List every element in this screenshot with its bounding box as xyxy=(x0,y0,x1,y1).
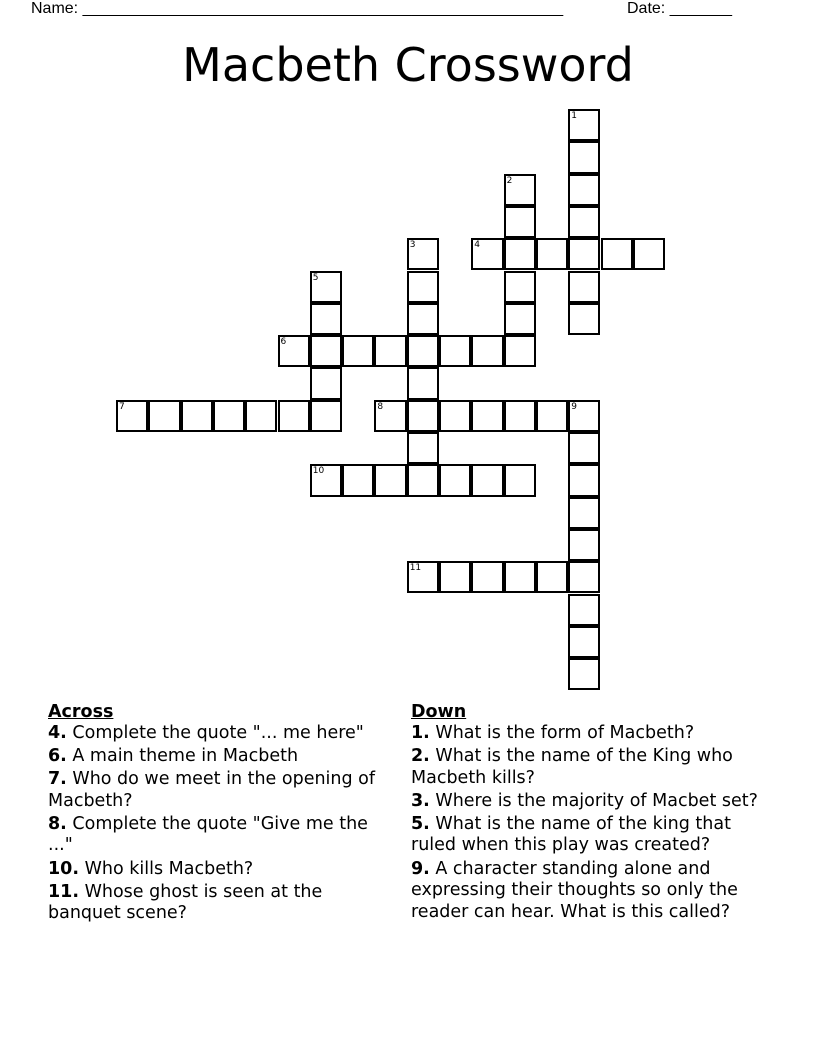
grid-cell[interactable] xyxy=(439,335,471,367)
clue-number: 1 xyxy=(571,111,577,121)
down-clue xyxy=(411,746,761,789)
grid-cell[interactable] xyxy=(407,464,439,496)
clue-number: 7 xyxy=(119,401,125,412)
grid-cell[interactable] xyxy=(342,464,374,496)
grid-cell[interactable] xyxy=(278,400,310,432)
clue-number: 4 xyxy=(474,240,481,251)
grid-cell[interactable] xyxy=(342,335,374,367)
clue-number: 1. xyxy=(411,723,430,743)
grid-cell[interactable] xyxy=(504,271,536,303)
clue-text: A main theme in Macbeth xyxy=(66,746,299,767)
clue-number: 5 xyxy=(312,272,319,283)
grid-cell[interactable] xyxy=(278,335,310,367)
grid-cell[interactable] xyxy=(310,367,342,399)
clue-text: What is the form of Macbeth? xyxy=(429,723,695,743)
grid-cell[interactable] xyxy=(407,303,439,335)
page-title: Macbeth Crossword xyxy=(182,38,634,92)
clue-number: 10 xyxy=(312,466,325,477)
grid-cell[interactable] xyxy=(407,400,439,432)
across-clue xyxy=(48,882,388,925)
grid-cell[interactable] xyxy=(471,238,503,270)
grid-cell[interactable] xyxy=(471,464,503,496)
clue-number: 3. xyxy=(411,790,430,811)
clue-number: 3 xyxy=(409,240,416,251)
across-heading: Across xyxy=(48,702,114,722)
name-field-label: Name: ______________________________________________________ xyxy=(31,0,564,17)
clue-text: Who kills Macbeth? xyxy=(79,858,254,879)
clue-number: 8 xyxy=(377,401,384,412)
grid-cell[interactable] xyxy=(407,335,439,367)
grid-cell[interactable] xyxy=(568,529,600,561)
grid-cell[interactable] xyxy=(568,658,600,690)
grid-cell[interactable] xyxy=(568,626,600,658)
grid-cell[interactable] xyxy=(504,464,536,496)
grid-cell[interactable] xyxy=(374,400,406,432)
down-clue xyxy=(411,723,761,745)
across-clue xyxy=(48,814,388,857)
grid-cell[interactable] xyxy=(504,174,536,206)
grid-cell[interactable] xyxy=(568,594,600,626)
down-clue xyxy=(411,791,761,813)
grid-cell[interactable] xyxy=(181,400,213,432)
grid-cell[interactable] xyxy=(407,238,439,270)
grid-cell[interactable] xyxy=(633,238,665,270)
grid-cell[interactable] xyxy=(310,303,342,335)
grid-cell[interactable] xyxy=(407,367,439,399)
clue-number: 9 xyxy=(571,401,577,412)
grid-cell[interactable] xyxy=(439,561,471,593)
grid-cell[interactable] xyxy=(504,206,536,238)
grid-cell[interactable] xyxy=(407,561,439,593)
down-clues xyxy=(411,702,761,925)
clue-text: Whose ghost is seen at the banquet scene? xyxy=(48,881,323,924)
grid-cell[interactable] xyxy=(568,238,600,270)
grid-cell[interactable] xyxy=(471,400,503,432)
clue-number: 5. xyxy=(411,813,430,834)
down-clue xyxy=(411,814,761,857)
clue-text: What is the name of the King who Macbeth kills? xyxy=(411,746,733,788)
grid-cell[interactable] xyxy=(310,464,342,496)
clue-number: 11. xyxy=(48,881,80,902)
down-clue xyxy=(411,859,761,924)
grid-cell[interactable] xyxy=(536,238,568,270)
grid-cell[interactable] xyxy=(245,400,277,432)
grid-cell[interactable] xyxy=(116,400,148,432)
clue-number: 6. xyxy=(48,746,67,767)
down-heading: Down xyxy=(411,702,467,722)
grid-cell[interactable] xyxy=(601,238,633,270)
grid-cell[interactable] xyxy=(374,464,406,496)
grid-cell[interactable] xyxy=(439,400,471,432)
grid-cell[interactable] xyxy=(439,464,471,496)
clue-number: 8. xyxy=(48,813,67,834)
grid-cell[interactable] xyxy=(568,109,600,141)
grid-cell[interactable] xyxy=(504,335,536,367)
grid-cell[interactable] xyxy=(310,335,342,367)
clue-number: 10. xyxy=(48,858,80,879)
grid-cell[interactable] xyxy=(568,432,600,464)
grid-cell[interactable] xyxy=(568,497,600,529)
date-field-label: Date: _______ xyxy=(627,0,732,17)
grid-cell[interactable] xyxy=(504,561,536,593)
clue-number: 2. xyxy=(411,746,430,767)
clue-text: Complete the quote "... me here" xyxy=(66,723,364,743)
grid-cell[interactable] xyxy=(536,400,568,432)
across-clue xyxy=(48,769,388,812)
clue-text: A character standing alone and expressing their thoughts so only the reader can hear. What is this called? xyxy=(411,858,738,922)
clue-number: 2 xyxy=(506,175,513,186)
grid-cell[interactable] xyxy=(213,400,245,432)
across-clue xyxy=(48,859,388,881)
clue-number: 11 xyxy=(409,563,422,574)
grid-cell[interactable] xyxy=(407,432,439,464)
clue-number: 7. xyxy=(48,769,67,790)
grid-cell[interactable] xyxy=(568,400,600,432)
grid-cell[interactable] xyxy=(471,561,503,593)
clue-text: Who do we meet in the opening of Macbeth? xyxy=(48,769,376,811)
across-clue xyxy=(48,723,388,745)
grid-cell[interactable] xyxy=(568,174,600,206)
grid-cell[interactable] xyxy=(148,400,180,432)
clue-number: 9. xyxy=(411,858,430,879)
grid-cell[interactable] xyxy=(568,206,600,238)
grid-cell[interactable] xyxy=(568,141,600,173)
grid-cell[interactable] xyxy=(407,271,439,303)
grid-cell[interactable] xyxy=(568,464,600,496)
across-clues xyxy=(48,702,388,926)
grid-cell[interactable] xyxy=(310,400,342,432)
clue-text: What is the name of the king that ruled when this play was created? xyxy=(411,813,731,856)
clue-number: 6 xyxy=(280,337,287,348)
grid-cell[interactable] xyxy=(504,400,536,432)
grid-cell[interactable] xyxy=(374,335,406,367)
grid-cell[interactable] xyxy=(568,271,600,303)
grid-cell[interactable] xyxy=(471,335,503,367)
grid-cell[interactable] xyxy=(536,561,568,593)
grid-cell[interactable] xyxy=(504,303,536,335)
clue-text: Complete the quote "Give me the ..." xyxy=(48,813,368,856)
grid-cell[interactable] xyxy=(568,561,600,593)
grid-cell[interactable] xyxy=(504,238,536,270)
grid-cell[interactable] xyxy=(568,303,600,335)
grid-cell[interactable] xyxy=(310,271,342,303)
clue-number: 4. xyxy=(48,723,67,743)
clue-text: Where is the majority of Macbet set? xyxy=(429,790,758,811)
across-clue xyxy=(48,746,388,768)
